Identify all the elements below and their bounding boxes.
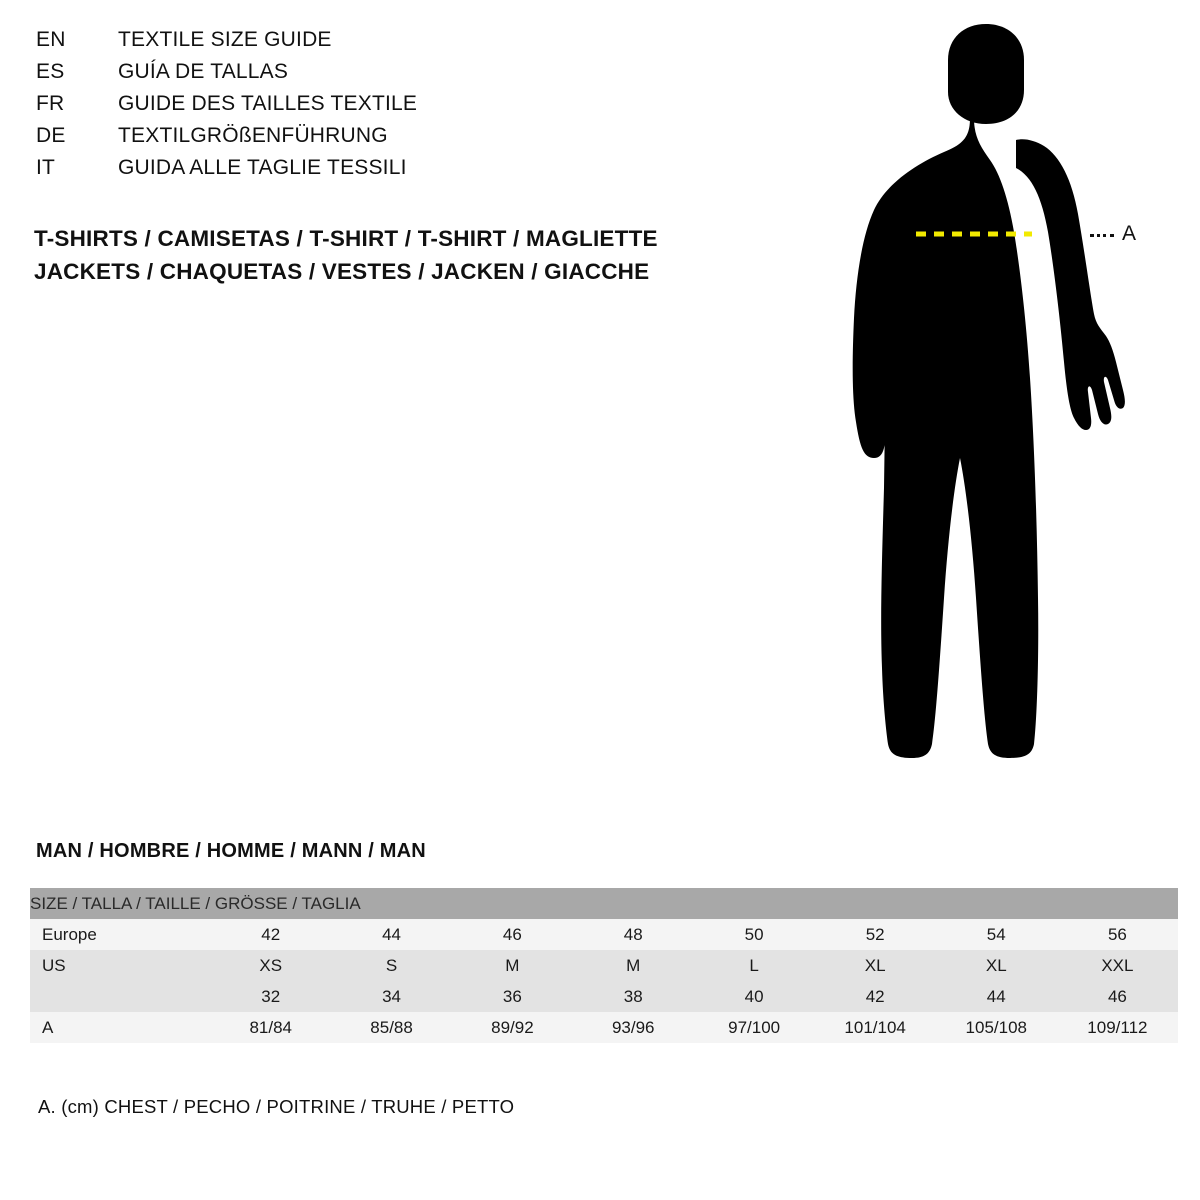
- category-tshirts: T-SHIRTS / CAMISETAS / T-SHIRT / T-SHIRT / MAGLIETTE: [34, 226, 658, 251]
- table-cell: XL: [936, 950, 1057, 981]
- table-cell: 46: [452, 919, 573, 950]
- table-cell: 50: [694, 919, 815, 950]
- table-cell: 52: [815, 919, 936, 950]
- table-cell: 89/92: [452, 1012, 573, 1043]
- table-cell: 32: [210, 981, 331, 1012]
- table-cell: 109/112: [1057, 1012, 1178, 1043]
- footnote-chest: A. (cm) CHEST / PECHO / POITRINE / TRUHE / PETTO: [38, 1096, 515, 1117]
- language-title: TEXTILE SIZE GUIDE: [118, 28, 332, 51]
- table-header-row: [30, 888, 1178, 919]
- language-title: GUÍA DE TALLAS: [118, 60, 289, 83]
- table-cell: 44: [331, 919, 452, 950]
- table-row: [30, 981, 1178, 1012]
- table-cell: 54: [936, 919, 1057, 950]
- measure-leader-line: [1090, 234, 1114, 237]
- row-label: A: [30, 1012, 210, 1043]
- row-label: Europe: [30, 919, 210, 950]
- language-row: [36, 156, 796, 188]
- language-row: [36, 28, 796, 60]
- table-cell: 101/104: [815, 1012, 936, 1043]
- table-cell: XS: [210, 950, 331, 981]
- language-title: GUIDE DES TAILLES TEXTILE: [118, 92, 418, 115]
- table-row: [30, 950, 1178, 981]
- table-cell: 105/108: [936, 1012, 1057, 1043]
- table-cell: XL: [815, 950, 936, 981]
- table-cell: L: [694, 950, 815, 981]
- language-code: FR: [36, 92, 65, 115]
- table-header-label: SIZE / TALLA / TAILLE / GRÖSSE / TAGLIA: [30, 888, 1178, 919]
- section-heading-man: MAN / HOMBRE / HOMME / MANN / MAN: [36, 840, 426, 862]
- size-table: [30, 888, 1178, 1043]
- table-cell: XXL: [1057, 950, 1178, 981]
- table-cell: 81/84: [210, 1012, 331, 1043]
- category-jackets: JACKETS / CHAQUETAS / VESTES / JACKEN / GIACCHE: [34, 259, 650, 284]
- table-row: [30, 1012, 1178, 1043]
- language-code: DE: [36, 124, 66, 147]
- table-cell: 38: [573, 981, 694, 1012]
- language-code: IT: [36, 156, 56, 179]
- row-label: US: [30, 950, 210, 981]
- language-row: [36, 60, 796, 92]
- table-cell: 85/88: [331, 1012, 452, 1043]
- man-silhouette-icon: [820, 18, 1180, 788]
- language-row: [36, 92, 796, 124]
- body-silhouette-figure: [820, 18, 1180, 788]
- table-cell: S: [331, 950, 452, 981]
- table-cell: 48: [573, 919, 694, 950]
- language-title: TEXTILGRÖßENFÜHRUNG: [118, 124, 388, 147]
- table-cell: 34: [331, 981, 452, 1012]
- table-cell: 97/100: [694, 1012, 815, 1043]
- table-cell: 46: [1057, 981, 1178, 1012]
- row-label: [30, 981, 210, 1012]
- category-list: [34, 222, 894, 288]
- table-cell: 40: [694, 981, 815, 1012]
- table-cell: 42: [210, 919, 331, 950]
- language-list: [36, 28, 796, 188]
- table-cell: 42: [815, 981, 936, 1012]
- language-code: ES: [36, 60, 65, 83]
- table-cell: M: [573, 950, 694, 981]
- table-cell: 44: [936, 981, 1057, 1012]
- language-title: GUIDA ALLE TAGLIE TESSILI: [118, 156, 407, 179]
- measure-label-a: A: [1122, 222, 1137, 245]
- table-cell: 93/96: [573, 1012, 694, 1043]
- table-row: [30, 919, 1178, 950]
- table-cell: 56: [1057, 919, 1178, 950]
- language-row: [36, 124, 796, 156]
- table-cell: 36: [452, 981, 573, 1012]
- table-cell: M: [452, 950, 573, 981]
- language-code: EN: [36, 28, 66, 51]
